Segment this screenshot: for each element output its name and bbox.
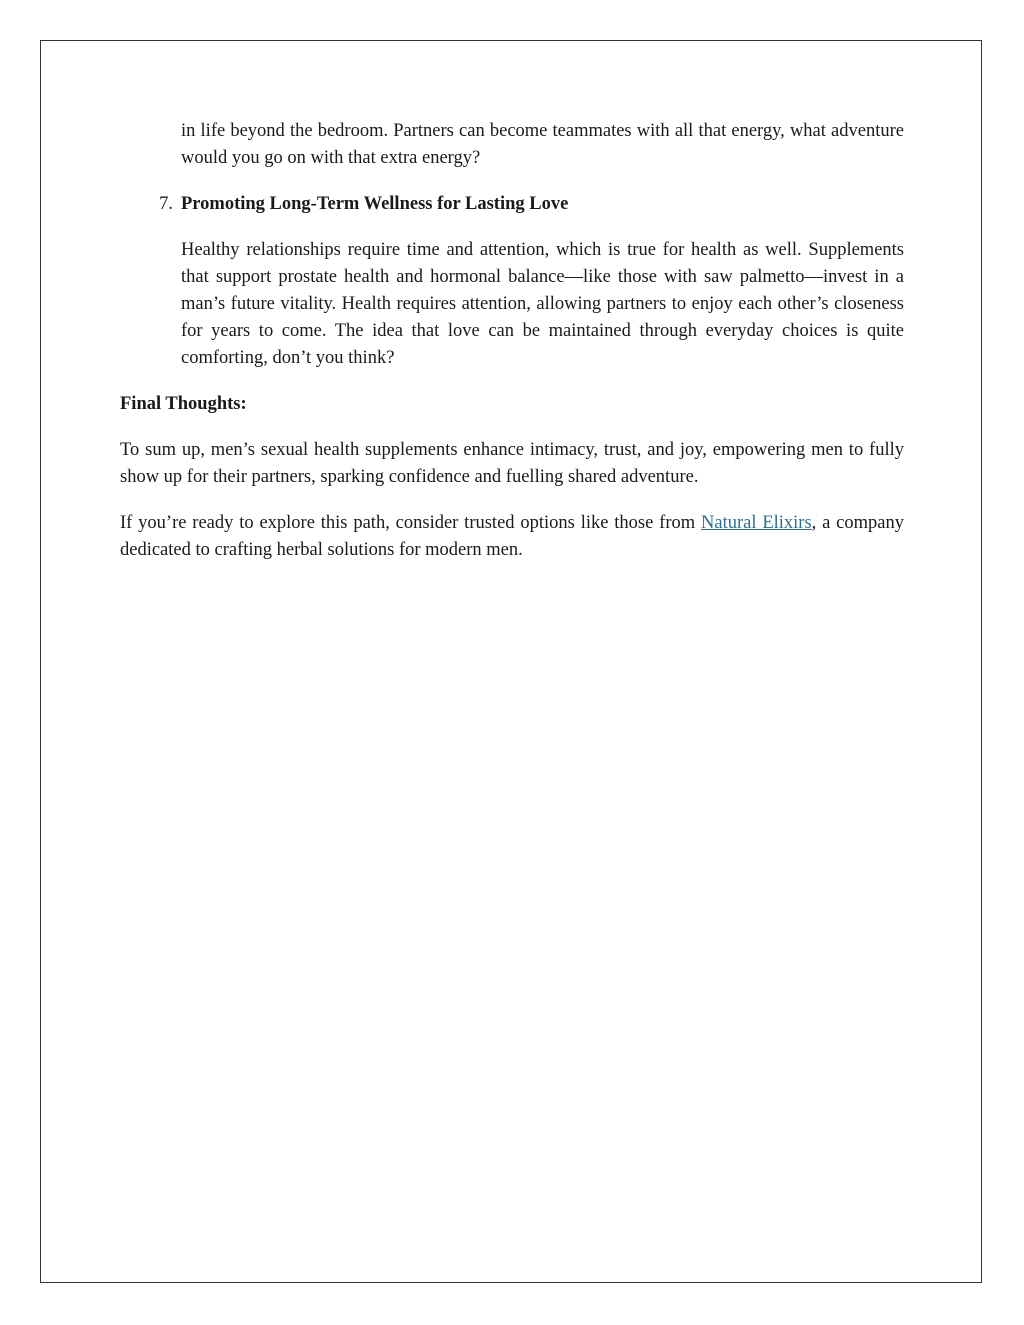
document-content: [120, 118, 904, 583]
list-item-body: Healthy relationships require time and attention, which is true for health as well. Supplements that support prostate health and hormonal balance—like those with saw palmetto—invest in a man’s future vitality. Health requires attention, allowing partners to enjoy each other’s closeness for years to come. The idea that love can be maintained through everyday choices is quite comforting, don’t you think?: [181, 240, 904, 368]
list-item-title: Promoting Long-Term Wellness for Lasting Love: [181, 194, 569, 214]
natural-elixirs-link[interactable]: Natural Elixirs: [701, 513, 812, 533]
continuation-paragraph: in life beyond the bedroom. Partners can become teammates with all that energy, what adventure would you go on with that extra energy?: [181, 121, 904, 168]
paragraph-2-text-after: , a company dedicated to crafting herbal solutions for modern men.: [120, 513, 904, 560]
final-thoughts-paragraph-1: To sum up, men’s sexual health supplements enhance intimacy, trust, and joy, empowering men to fully show up for their partners, sparking confidence and fuelling shared adventure.: [120, 440, 904, 487]
list-item-7: [120, 191, 904, 218]
final-thoughts-heading: Final Thoughts:: [120, 394, 247, 414]
list-number: 7.: [159, 194, 173, 214]
paragraph-2-text-before: If you’re ready to explore this path, consider trusted options like those from: [120, 513, 701, 533]
final-thoughts-paragraph-2: [120, 510, 904, 564]
